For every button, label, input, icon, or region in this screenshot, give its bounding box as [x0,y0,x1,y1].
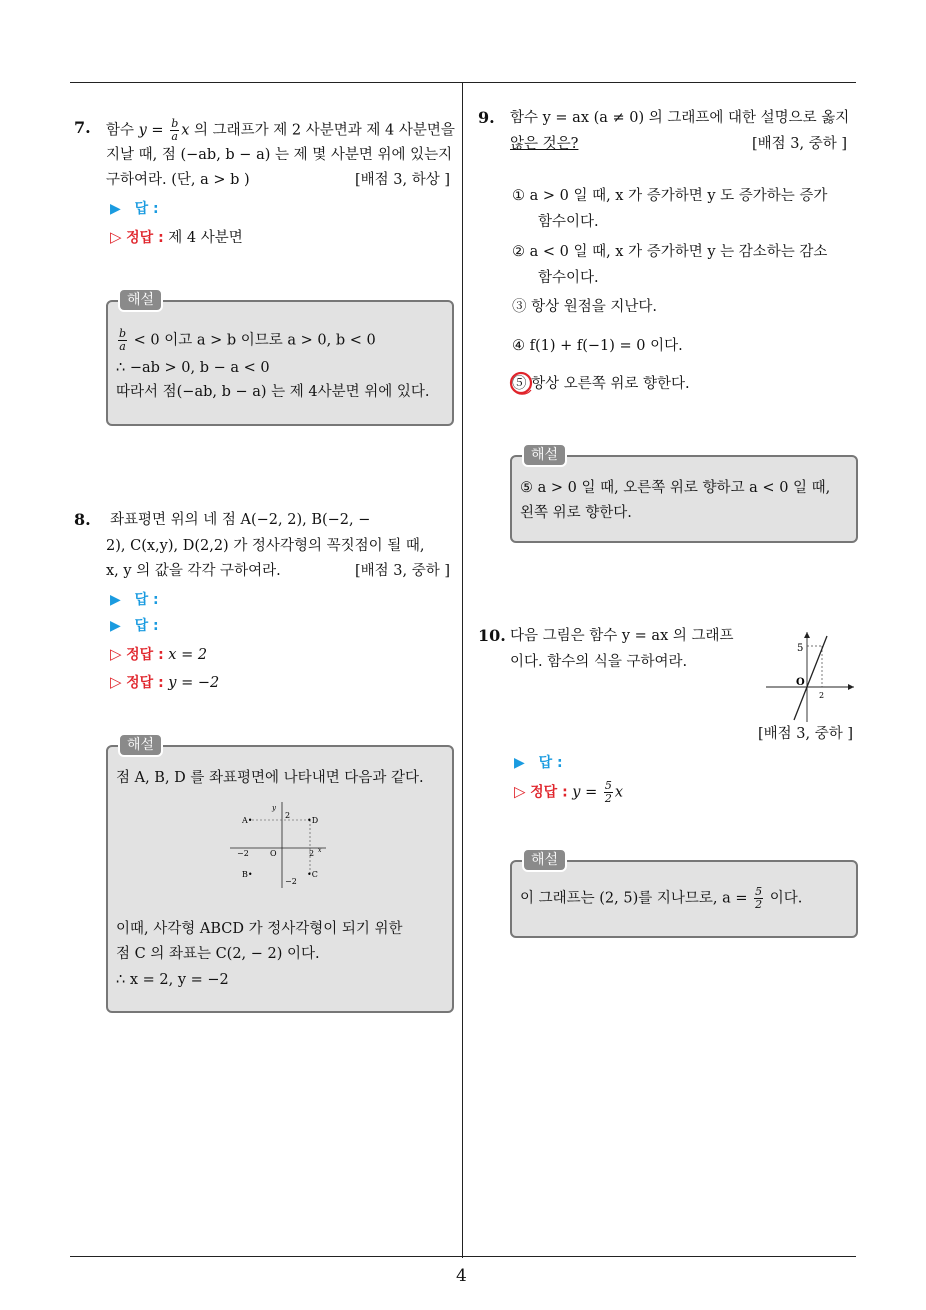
q9-explanation-tag: 해설 [522,443,567,467]
q10-answer-row: ▶ 답 : [514,755,563,771]
q9-exp-line1: ⑤ a > 0 일 때, 오른쪽 위로 향하고 a < 0 일 때, [520,480,831,496]
q7-exp-line3: 따라서 점(−ab, b − a) 는 제 4사분면 위에 있다. [116,384,430,400]
q8-correct-row-1: ▷ 정답 : x = 2 [110,645,208,663]
fig-label-b: B• [242,870,253,879]
blue-triangle-icon: ▶ [110,592,121,608]
q8-answer-row-2: ▶ 답 : [110,618,159,634]
q9-option-5[interactable]: ⑤ 항상 오른쪽 위로 향한다. [512,376,690,392]
q7-answer-row: ▶ 답 : [110,201,159,217]
q9-option-1-cont: 함수이다. [538,214,599,230]
fig-label-d: •D [307,816,319,825]
red-triangle-icon: ▷ [514,782,526,801]
graph-label-y5: 5 [797,643,804,654]
q8-line3: x, y 의 값을 각각 구하여라. [106,563,281,579]
q9-exp-line2: 왼쪽 위로 향한다. [520,505,632,521]
q10-meta: [배점 3, 중하 ] [758,726,854,742]
blue-triangle-icon: ▶ [110,618,121,634]
q8-line1: 좌표평면 위의 네 점 A(−2, 2), B(−2, − [110,512,371,528]
column-divider [462,82,463,1258]
q8-meta: [배점 3, 중하 ] [355,563,451,579]
q7-exp-line1: $\frac{b}{a}$ < 0 이고 a > b 이므로 a > 0, b < 0 [119,327,376,353]
red-triangle-icon: ▷ [110,645,122,663]
q9-option-1[interactable]: ① a > 0 일 때, x 가 증가하면 y 도 증가하는 증가 [512,188,828,204]
q9-number: 9. [478,108,495,127]
q8-answer-row-1: ▶ 답 : [110,592,159,608]
fig-label-yn2: −2 [285,877,297,886]
q7-explanation-tag: 해설 [118,288,163,312]
q8-explanation-tag: 해설 [118,733,163,757]
q8-exp-line3: 점 C 의 좌표는 C(2, − 2) 이다. [116,946,320,962]
q9-option-2[interactable]: ② a < 0 일 때, x 가 증가하면 y 는 감소하는 감소 [512,244,828,260]
q9-option-3[interactable]: ③ 항상 원점을 지난다. [512,299,657,315]
q10-correct-row: ▷ 정답 : y = $\frac{5}{2}$ x [514,779,624,805]
q10-line1: 다음 그림은 함수 y = ax 의 그래프 [510,628,734,644]
fig-label-o: O [270,849,277,858]
q7-exp-line2: ∴ −ab > 0, b − a < 0 [116,360,270,376]
q7-meta: [배점 3, 하상 ] [355,172,451,188]
q7-correct-row: ▷ 정답 : 제 4 사분면 [110,228,243,246]
q8-exp-line2: 이때, 사각형 ABCD 가 정사각형이 되기 위한 [116,921,403,937]
q8-coordinate-figure [230,800,330,890]
q8-exp-line1: 점 A, B, D 를 좌표평면에 나타내면 다음과 같다. [116,770,424,786]
blue-triangle-icon: ▶ [110,201,121,217]
fig-label-xn2: −2 [237,849,249,858]
q7-line2: 지날 때, 점 (−ab, b − a) 는 제 몇 사분면 위에 있는지 [106,147,453,163]
fig-label-y2: 2 [285,811,291,820]
q10-number: 10. [478,626,506,645]
top-rule [70,82,856,83]
q9-line1: 함수 y = ax (a ≠ 0) 의 그래프에 대한 설명으로 옳지 [510,110,850,126]
page-number: 4 [456,1266,467,1286]
q7-fraction: $\frac{b}{a}$ [171,117,179,143]
q8-line2: 2), C(x,y), D(2,2) 가 정사각형의 꼭짓점이 될 때, [106,538,425,554]
q9-line2: 않은 것은? [510,136,579,152]
q8-number: 8. [74,510,91,529]
red-triangle-icon: ▷ [110,228,122,246]
fig-label-x2: 2 [309,849,315,858]
q9-explanation-box [510,455,858,543]
q7-number: 7. [74,118,91,137]
q10-exp-line1: 이 그래프는 (2, 5)를 지나므로, a = $\frac{5}{2}$ 이다. [520,885,803,911]
fig-label-x: x [318,847,322,854]
fig-label-y: y [272,804,276,812]
graph-label-x2: 2 [819,691,825,700]
q9-selected-mark-icon [508,369,536,397]
red-triangle-icon: ▷ [110,673,122,691]
q9-option-2-cont: 함수이다. [538,270,599,286]
fig-label-a: A• [242,816,253,825]
q10-line-graph [764,630,856,724]
q7-line1: 함수 y = $\frac{b}{a}$ x 의 그래프가 제 2 사분면과 제 4 사분면을 [106,117,455,143]
q10-line2: 이다. 함수의 식을 구하여라. [510,654,688,670]
q9-meta: [배점 3, 중하 ] [752,136,848,152]
q8-correct-row-2: ▷ 정답 : y = −2 [110,673,220,691]
blue-triangle-icon: ▶ [514,755,525,771]
fig-label-c: •C [307,870,318,879]
q9-option-4[interactable]: ④ f(1) + f(−1) = 0 이다. [512,338,683,354]
graph-label-o: O [796,677,805,688]
q8-exp-line4: ∴ x = 2, y = −2 [116,972,229,988]
q10-explanation-tag: 해설 [522,848,567,872]
bottom-rule [70,1256,856,1257]
q7-line3: 구하여라. (단, a > b ) [106,172,250,188]
